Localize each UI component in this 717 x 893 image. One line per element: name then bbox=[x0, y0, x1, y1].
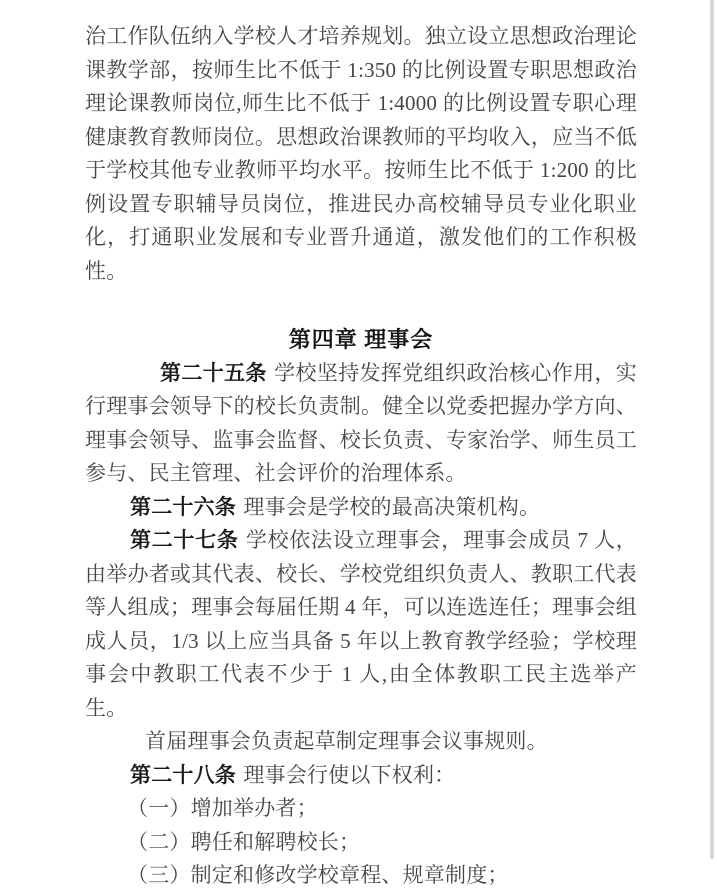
follow-up-paragraph: 首届理事会负责起草制定理事会议事规则。 bbox=[145, 729, 548, 753]
article-27-number: 第二十七条 bbox=[130, 528, 239, 552]
article-25-text: 学校坚持发挥党组织政治核心作用，实行理事会领导下的校长负责制。健全以党委把握办学方向、理事会领导、监事会监督、校长负责、专家治学、师生员工参与、民主管理、社会评价的治理体系。 bbox=[85, 360, 637, 485]
scrollbar-track[interactable] bbox=[710, 0, 714, 859]
list-item-2: （二）聘任和解聘校长； bbox=[127, 829, 361, 854]
list-item-3: （三）制定和修改学校章程、规章制度； bbox=[127, 863, 509, 887]
article-28-number: 第二十八条 bbox=[130, 762, 236, 787]
article-28-paragraph bbox=[85, 759, 637, 793]
article-28-text: 理事会行使以下权利： bbox=[243, 762, 456, 787]
article-26-paragraph bbox=[85, 491, 637, 525]
article-27-text: 学校依法设立理事会，理事会成员 7 人，由举办者或其代表、校长、学校党组织负责人、教职工代表等人组成；理事会每届任期 4 年，可以连选连任；理事会组成人员，1/3 以上应当具备 5 年以上教育教学经验；学校理事会中教职工代表不少于 1 人,由全体教职工民主选举产生。 bbox=[85, 528, 638, 720]
document-page bbox=[85, 0, 637, 893]
intro-paragraph: 治工作队伍纳入学校人才培养规划。独立设立思想政治理论课教学部，按师生比不低于 1:350 的比例设置专职思想政治理论课教师岗位,师生比不低于 1:4000 的比例设置专职心理健康教育教师岗位。思想政治课教师的平均收入，应当不低于学校其他专业教师平均水平。按师生比不低于 1:200 的比例设置专职辅导员岗位，推进民办高校辅导员专业化职业化，打通职业发展和专业晋升通道，激发他们的工作积极性。 bbox=[85, 24, 637, 283]
article-25-paragraph bbox=[85, 357, 637, 491]
article-26-text: 理事会是学校的最高决策机构。 bbox=[243, 494, 541, 519]
article-27-paragraph bbox=[85, 524, 637, 725]
article-25-number: 第二十五条 bbox=[160, 360, 267, 385]
article-26-number: 第二十六条 bbox=[130, 494, 236, 519]
chapter-heading: 第四章 理事会 bbox=[288, 327, 434, 352]
list-item-1: （一）增加举办者； bbox=[127, 796, 318, 820]
